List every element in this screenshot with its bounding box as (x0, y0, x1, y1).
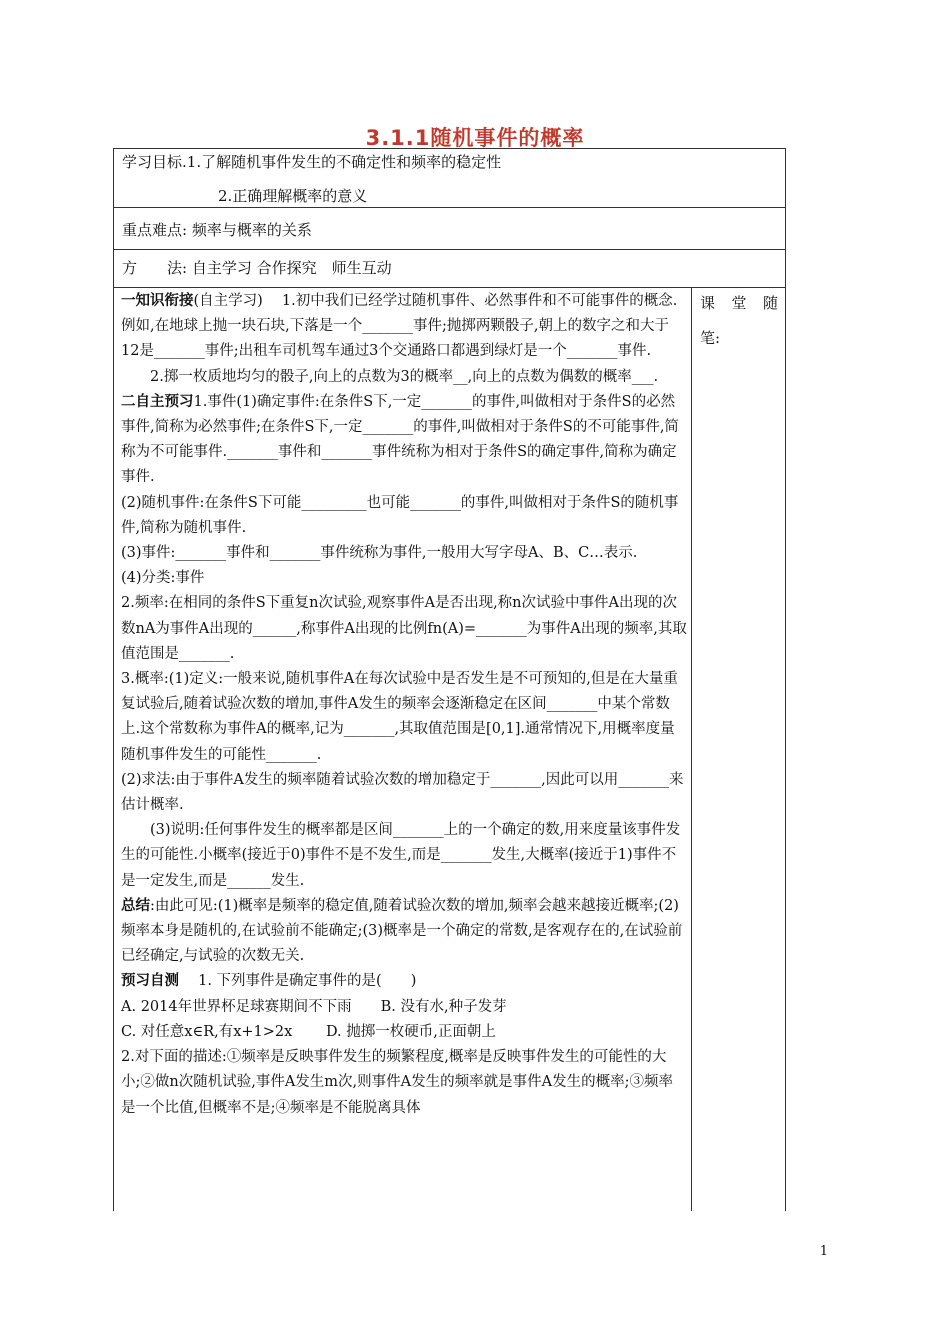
main-content (121, 289, 687, 1121)
learning-goal-row (122, 151, 501, 173)
notes-label-2: 笔: (700, 329, 721, 347)
section2-paragraph2: (2)随机事件:在条件S下可能_________也可能_______的事件,叫做相对于条件S的随机事件,简称为随机事件. (121, 494, 679, 536)
goal-label: 学习目标. (122, 153, 187, 171)
method-value: 自主学习 合作探究 师生互动 (191, 259, 392, 277)
row-divider (114, 249, 785, 250)
question-2: 2.对下面的描述:①频率是反映事件发生的频繁程度,概率是反映事件发生的可能性的大小;②做n次随机试验,事件A发生m次,则事件A发生的频率就是事件A发生的概率;③频率是一个比值,但概率不是;④频率是不能脱离具体 (121, 1049, 673, 1116)
section1-heading: 一知识衔接 (121, 293, 194, 309)
lesson-table (113, 148, 786, 1211)
section2-paragraph8: (3)说明:任何事件发生的概率都是区间_______上的一个确定的数,用来度量该事件发生的可能性.小概率(接近于0)事件不是不发生,而是_______发生,大概率(接近于1)事件不是一定发生,而是______发生. (121, 822, 681, 889)
section2-paragraph5: 2.频率:在相同的条件S下重复n次试验,观察事件A是否出现,称n次试验中事件A出现的次数nA为事件A出现的______,称事件A出现的比例fn(A)=_______为事件A出现的频率,其取值范围是_______. (121, 595, 687, 662)
section2-heading: 二自主预习 (121, 393, 194, 410)
goal-1: 1.了解随机事件发生的不确定性和频率的稳定性 (186, 153, 502, 171)
column-divider (691, 287, 692, 1211)
self-test-heading: 预习自测 (121, 973, 179, 990)
section2-paragraph6: 3.概率:(1)定义:一般来说,随机事件A在每次试验中是否发生是不可预知的,但是在大量重复试验后,随着试验次数的增加,事件A发生的频率会逐渐稳定在区间_______中某个常数上.这个常数称为事件A的概率,记为_______,其取值范围是[0,1].通常情况下,用概率度量随机事件发生的可能性_______. (121, 671, 678, 763)
row-divider (114, 207, 785, 208)
section1-question2: 2.掷一枚质地均匀的骰子,向上的点数为3的概率__,向上的点数为偶数的概率___. (150, 368, 659, 385)
page-number: 1 (819, 1244, 828, 1259)
question-1-options-ab: A. 2014年世界杯足球赛期间不下雨 B. 没有水,种子发芽 (121, 998, 507, 1015)
notes-label: 课堂随 (700, 294, 778, 312)
method-label: 方 法: (122, 259, 188, 277)
section2-paragraph7: (2)求法:由于事件A发生的频率随着试验次数的增加稳定于_______,因此可以用_______来估计概率. (121, 771, 684, 814)
goal-2: 2.正确理解概率的意义 (218, 187, 368, 205)
summary-heading: 总结 (121, 897, 150, 914)
section2-paragraph4: (4)分类:事件 (121, 570, 205, 587)
section2-paragraph3: (3)事件:_______事件和_______事件统称为事件,一般用大写字母A、B、C…表示. (121, 545, 638, 562)
row-divider (114, 287, 785, 288)
question-1-options-cd: C. 对任意x∈R,有x+1>2x D. 抛掷一枚硬币,正面朝上 (121, 1023, 496, 1040)
question-1: 1. 下列事件是确定事件的是( ) (179, 973, 417, 990)
key-value: 频率与概率的关系 (191, 221, 312, 239)
section1-paragraph: (自主学习) 1.初中我们已经学过随机事件、必然事件和不可能事件的概念.例如,在地球上抛一块石块,下落是一个_______事件;抛掷两颗骰子,朝上的数字之和大于12是_______事件;出租车司机驾车通过3个交通路口都遇到绿灯是一个_______事件. (121, 293, 678, 360)
method-row (122, 257, 392, 279)
section2-paragraph1: 1.事件(1)确定事件:在条件S下,一定_______的事件,叫做相对于条件S的必然事件,简称为必然事件;在条件S下,一定_______的事件,叫做相对于条件S的不可能事件,简称为不可能事件._______事件和_______事件统称为相对于条件S的确定事件,简称为确定事件. (121, 393, 679, 486)
key-difficulty-row (122, 219, 312, 241)
key-label: 重点难点: (122, 221, 188, 239)
summary-text: :由此可见:(1)概率是频率的稳定值,随着试验次数的增加,频率会越来越接近概率;(2)频率本身是随机的,在试验前不能确定;(3)概率是一个确定的常数,是客观存在的,在试验前已经确定,与试验的次数无关. (121, 897, 683, 965)
page-title: 3.1.1随机事件的概率 (365, 126, 585, 150)
